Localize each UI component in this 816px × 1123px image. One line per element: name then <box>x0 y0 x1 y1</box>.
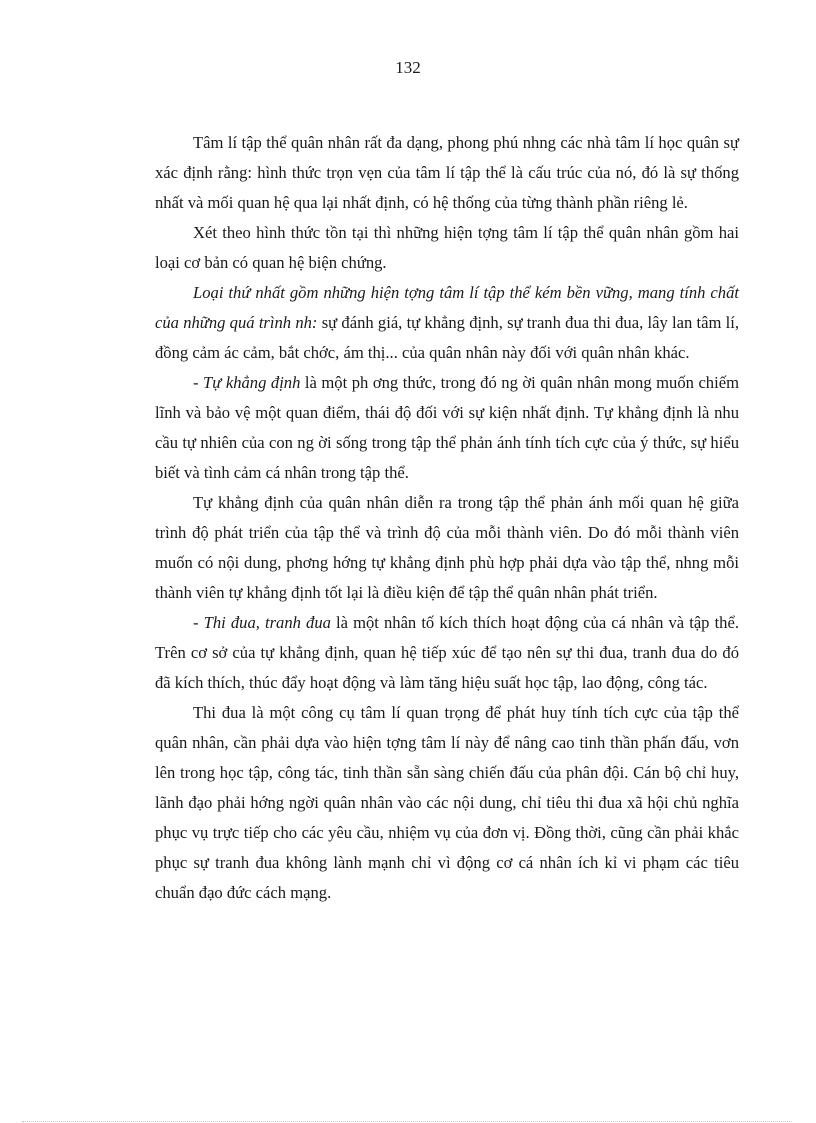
body-text <box>155 128 739 908</box>
paragraph-3: Loại thứ nhất gồm những hiện tợng tâm lí tập thể kém bền vững, mang tính chất của những quá trình nh: sự đánh giá, tự khẳng định, sự tranh đua thi đua, lây lan tâm lí, đồng cảm ác cảm, bắt chớc, ám thị... của quân nhân này đối với quân nhân khác. <box>155 283 739 362</box>
paragraph-6: - Thi đua, tranh đua là một nhân tố kích thích hoạt động của cá nhân và tập thể. Trên cơ sở của tự khẳng định, quan hệ tiếp xúc để tạo nên sự thi đua, tranh đua do đó đã kích thích, thúc đẩy hoạt động và làm tăng hiệu suất học tập, lao động, công tác. <box>155 613 739 692</box>
paragraph-1: Tâm lí tập thể quân nhân rất đa dạng, phong phú nhng các nhà tâm lí học quân sự xác định rằng: hình thức trọn vẹn của tâm lí tập thể là cấu trúc của nó, đó là sự thống nhất và mối quan hệ qua lại nhất định, có hệ thống của từng thành phần riêng lẻ. <box>155 133 739 212</box>
italic-term: Tự khẳng định <box>203 373 301 392</box>
italic-phrase: Loại thứ nhất gồm những hiện tợng tâm lí tập thể kém bền vững, mang tính chất của những quá trình nh: <box>155 283 739 332</box>
paragraph-7: Thi đua là một công cụ tâm lí quan trọng để phát huy tính tích cực của tập thể quân nhân, cần phải dựa vào hiện tợng tâm lí này để nâng cao tinh thần phấn đấu, vơn lên trong học tập, công tác, tinh thần sẵn sàng chiến đấu của phân đội. Cán bộ chỉ huy, lãnh đạo phải hớng ngời quân nhân vào các nội dung, chỉ tiêu thi đua xã hội chủ nghĩa phục vụ trực tiếp cho các yêu cầu, nhiệm vụ của đơn vị. Đồng thời, cũng cần phải khắc phục sự tranh đua không lành mạnh chỉ vì động cơ cá nhân ích kỉ vi phạm các tiêu chuẩn đạo đức cách mạng. <box>155 703 739 902</box>
bottom-dotted-rule <box>22 1121 792 1122</box>
page-number: 132 <box>395 58 421 77</box>
paragraph-5: Tự khẳng định của quân nhân diễn ra trong tập thể phản ánh mối quan hệ giữa trình độ phát triển của tập thể và trình độ của mỗi thành viên. Do đó mỗi thành viên muốn có nội dung, phơng hớng tự khẳng định phù hợp phải dựa vào tập thể, nhng mỗi thành viên tự khẳng định tốt lại là điều kiện để tập thể quân nhân phát triển. <box>155 493 739 602</box>
paragraph-4: - Tự khẳng định là một ph ơng thức, trong đó ng ời quân nhân mong muốn chiếm lĩnh và bảo vệ một quan điểm, thái độ đối với sự kiện nhất định. Tự khẳng định là nhu cầu tự nhiên của con ng ời sống trong tập thể phản ánh tính tích cực của ý thức, sự hiểu biết và tình cảm cá nhân trong tập thể. <box>155 373 739 482</box>
paragraph-2: Xét theo hình thức tồn tại thì những hiện tợng tâm lí tập thể quân nhân gồm hai loại cơ bản có quan hệ biện chứng. <box>155 223 739 272</box>
italic-term: Thi đua, tranh đua <box>203 613 331 632</box>
